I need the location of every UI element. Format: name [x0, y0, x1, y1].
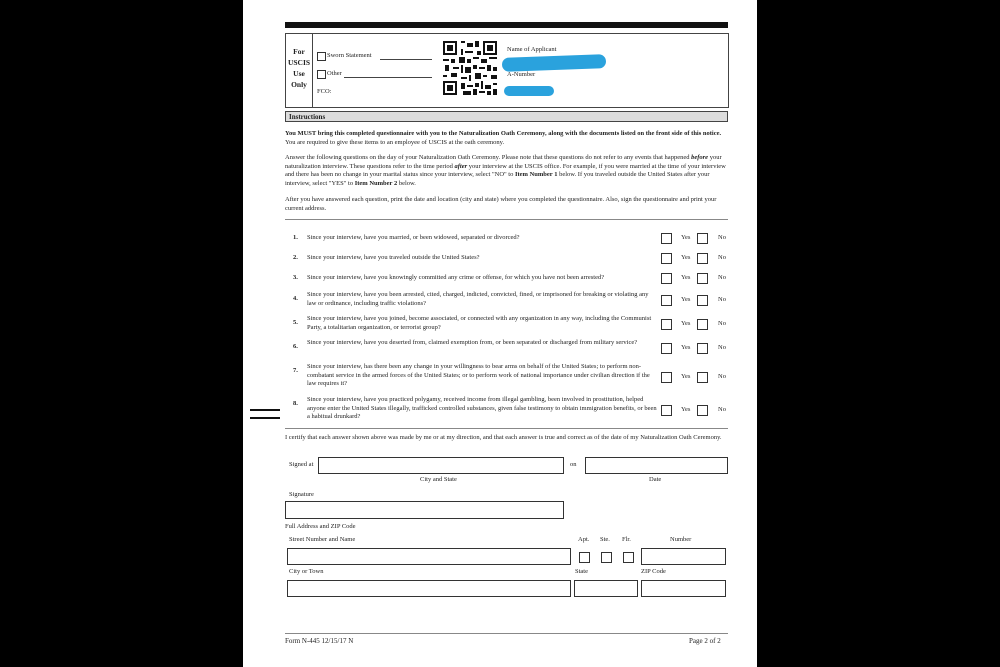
instructions-text: You are required to give these items to an employee of USCIS at the oath ceremony.	[285, 138, 505, 146]
no-label: No	[718, 296, 726, 303]
footer-divider	[285, 633, 728, 634]
zip-label: ZIP Code	[641, 568, 666, 575]
question-number: 8.	[293, 400, 298, 407]
street-field[interactable]	[287, 548, 571, 565]
city-state-field[interactable]	[318, 457, 564, 474]
signed-at-label: Signed at	[289, 461, 314, 468]
other-line	[344, 77, 432, 78]
date-caption: Date	[649, 476, 662, 483]
yes-label: Yes	[681, 234, 691, 241]
question-text: Since your interview, have you married, or been widowed, separated or divorced?	[307, 234, 520, 241]
yes-label: Yes	[681, 406, 691, 413]
uscis-use-box	[285, 33, 729, 108]
apt-label: Apt.	[578, 536, 590, 543]
no-checkbox[interactable]	[697, 319, 708, 330]
emphasis-before: before	[691, 154, 709, 161]
no-checkbox[interactable]	[697, 295, 708, 306]
yes-label: Yes	[681, 344, 691, 351]
no-checkbox[interactable]	[697, 253, 708, 264]
state-label: State	[575, 568, 588, 575]
on-label: on	[570, 461, 577, 468]
flr-label: Flr.	[622, 536, 631, 543]
name-of-applicant-label: Name of Applicant	[507, 46, 557, 53]
city-field[interactable]	[287, 580, 571, 597]
flr-checkbox[interactable]	[623, 552, 634, 563]
no-label: No	[718, 344, 726, 351]
question-number: 5.	[293, 319, 298, 326]
yes-label: Yes	[681, 296, 691, 303]
question-number: 6.	[293, 343, 298, 350]
apt-checkbox[interactable]	[579, 552, 590, 563]
yes-checkbox[interactable]	[661, 253, 672, 264]
emphasis-item-2: Item Number 2	[354, 179, 398, 187]
instructions-text: below. If you traveled outside the United States after your interview, select "YES" to	[285, 171, 710, 187]
sworn-statement-checkbox[interactable]	[317, 52, 326, 61]
street-label: Street Number and Name	[289, 536, 356, 543]
question-text: Since your interview, have you traveled outside the United States?	[307, 254, 480, 261]
yes-checkbox[interactable]	[661, 319, 672, 330]
question-text: Since your interview, has there been any change in your willingness to bear arms on behalf of the United States; to perform non-combatant service in the armed forces of the United States; or to perform work of national importance under civilian direction if the law requires it?	[307, 363, 650, 387]
question-number: 4.	[293, 295, 298, 302]
date-field[interactable]	[585, 457, 728, 474]
fco-label: FCO:	[317, 88, 332, 95]
instructions-paragraph-3: After you have answered each question, print the date and location (city and state) where you completed the questionnaire. Also, sign the questionnaire and print your current address.	[285, 196, 717, 212]
sworn-statement-line	[380, 59, 432, 60]
yes-checkbox[interactable]	[661, 295, 672, 306]
city-and-state-caption: City and State	[420, 476, 457, 483]
no-label: No	[718, 320, 726, 327]
no-label: No	[718, 274, 726, 281]
other-checkbox[interactable]	[317, 70, 326, 79]
no-label: No	[718, 373, 726, 380]
instructions-paragraph-2	[285, 154, 728, 188]
yes-checkbox[interactable]	[661, 372, 672, 383]
state-field[interactable]	[574, 580, 638, 597]
question-text: Since your interview, have you practiced polygamy, received income from illegal gambling, been involved in prostitution, helped anyone enter the United States illegally, trafficked controlled substances, given false testimony to obtain immigration benefits, or been a habitual drunkard?	[307, 396, 657, 420]
zip-field[interactable]	[641, 580, 726, 597]
instructions-bold-text: You MUST bring this completed questionnaire with you to the Naturalization Oath Ceremony, along with the documents listed on the front side of this notice.	[285, 130, 722, 137]
emphasis-after: after	[454, 162, 468, 170]
divider	[285, 219, 728, 220]
page-number: Page 2 of 2	[689, 637, 721, 645]
no-label: No	[718, 234, 726, 241]
form-page	[243, 0, 757, 667]
question-number: 3.	[293, 274, 298, 281]
yes-label: Yes	[681, 254, 691, 261]
no-checkbox[interactable]	[697, 233, 708, 244]
signature-field[interactable]	[285, 501, 564, 519]
yes-checkbox[interactable]	[661, 343, 672, 354]
ste-checkbox[interactable]	[601, 552, 612, 563]
uscis-label: For USCIS Use Only	[286, 34, 313, 107]
no-checkbox[interactable]	[697, 343, 708, 354]
question-number: 7.	[293, 367, 298, 374]
signature-label: Signature	[289, 491, 314, 498]
form-number: Form N-445 12/15/17 N	[285, 637, 354, 645]
qr-code	[443, 41, 497, 95]
yes-label: Yes	[681, 373, 691, 380]
margin-mark	[250, 409, 280, 411]
no-checkbox[interactable]	[697, 372, 708, 383]
question-text: Since your interview, have you knowingly committed any crime or offense, for which you have not been arrested?	[307, 274, 605, 281]
redaction-mark	[504, 86, 554, 96]
full-address-heading: Full Address and ZIP Code	[285, 523, 356, 530]
no-checkbox[interactable]	[697, 405, 708, 416]
no-label: No	[718, 254, 726, 261]
instructions-text: Answer the following questions on the day of your Naturalization Oath Ceremony. Please note that these questions do not refer to any events that happened	[285, 154, 692, 161]
question-number: 2.	[293, 254, 298, 261]
number-label: Number	[670, 536, 692, 543]
sworn-statement-label: Sworn Statement	[327, 52, 372, 59]
emphasis-item-1: Item Number 1	[514, 171, 558, 178]
margin-mark	[250, 417, 280, 419]
yes-checkbox[interactable]	[661, 405, 672, 416]
instructions-paragraph-1	[285, 130, 728, 147]
no-checkbox[interactable]	[697, 273, 708, 284]
yes-label: Yes	[681, 320, 691, 327]
unit-number-field[interactable]	[641, 548, 726, 565]
redaction-mark	[502, 54, 606, 72]
instructions-text: below.	[397, 179, 416, 187]
certification-text: I certify that each answer shown above was made by me or at my direction, and that each answer is true and correct as of the date of my Naturalization Oath Ceremony.	[285, 434, 722, 441]
instructions-heading: Instructions	[285, 111, 728, 122]
yes-checkbox[interactable]	[661, 233, 672, 244]
question-number: 1.	[293, 234, 298, 241]
question-text: Since your interview, have you joined, become associated, or connected with any organization in any way, including the Communist Party, a totalitarian organization, or terrorist group?	[307, 315, 652, 331]
ste-label: Ste.	[600, 536, 610, 543]
divider	[285, 428, 728, 429]
city-label: City or Town	[289, 568, 324, 575]
other-label: Other	[327, 70, 342, 77]
question-text: Since your interview, have you been arrested, cited, charged, indicted, convicted, fined, or imprisoned for breaking or violating any law or ordinance, including traffic violations?	[307, 291, 649, 307]
top-rule	[285, 22, 728, 28]
instructions-text: your naturalization interview. These questions refer to the time period	[285, 154, 722, 170]
yes-checkbox[interactable]	[661, 273, 672, 284]
no-label: No	[718, 406, 726, 413]
yes-label: Yes	[681, 274, 691, 281]
instructions-text: your interview at the USCIS office. For example, if you were married at the time of your interview and there has been no change in your marital status since your interview, select "NO" to	[285, 162, 726, 178]
question-text: Since your interview, have you deserted from, claimed exemption from, or been separated or discharged from military service?	[307, 339, 638, 346]
a-number-label: A-Number	[507, 71, 536, 78]
